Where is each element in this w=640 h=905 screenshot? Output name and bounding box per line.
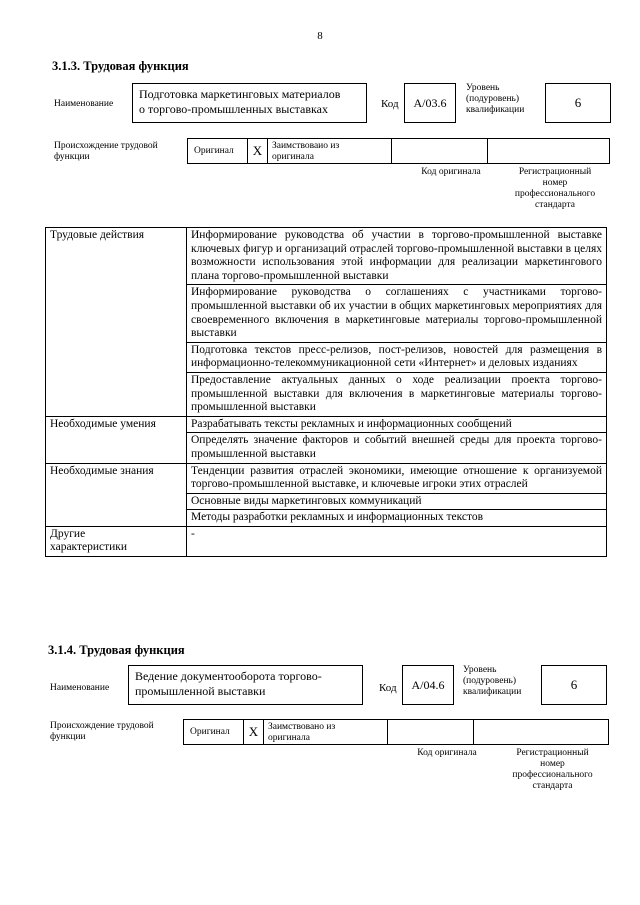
name-value-313-line2: о торгово-промышленных выставках xyxy=(139,102,329,116)
level-label-314-l2: (подуровень) xyxy=(463,676,517,686)
original-label-314: Оригинал xyxy=(184,720,244,744)
name-value-313-line1: Подготовка маркетинговых материалов xyxy=(139,87,341,101)
page-number: 8 xyxy=(317,30,323,42)
other-label xyxy=(46,526,187,556)
orig-code-caption-314: Код оригинала xyxy=(417,748,477,758)
reg-caption-314-l1: Регистрационный xyxy=(516,748,589,758)
borrowed-label-314-l1: Заимствовано из xyxy=(268,722,336,732)
orig-code-cell-314 xyxy=(388,720,474,744)
reg-caption-313-l1: Регистрационный xyxy=(518,167,592,177)
reg-caption-314-l3: профессионального xyxy=(512,770,593,780)
table-row xyxy=(46,463,607,493)
borrowed-label-314-l2: оригинала xyxy=(268,733,310,743)
origin-label-313-l2: функции xyxy=(54,152,90,162)
knowledge-label: Необходимые знания xyxy=(46,463,187,526)
level-label-313-l3: квалификации xyxy=(466,105,525,115)
orig-code-caption-313: Код оригинала xyxy=(421,167,481,177)
reg-caption-313-l3: профессионального xyxy=(514,189,596,199)
code-label-313: Код xyxy=(381,98,399,110)
original-mark-313: X xyxy=(248,139,268,163)
reg-number-caption-314 xyxy=(496,748,609,792)
origin-row-314 xyxy=(183,719,609,745)
section-title-313: 3.1.3. Трудовая функция xyxy=(52,59,189,73)
labor-action-item: Предоставление актуальных данных о ходе реализации проекта торгово-промышленной выставки для включения в маркетинговые материалы торгово-промышленной выставки xyxy=(187,372,607,416)
orig-code-cell-313 xyxy=(392,139,488,163)
name-label-313: Наименование xyxy=(54,99,114,109)
code-value-314: A/04.6 xyxy=(402,665,454,705)
knowledge-item: Основные виды маркетинговых коммуникаций xyxy=(187,493,607,510)
level-value-313: 6 xyxy=(545,83,611,123)
origin-label-313 xyxy=(54,141,158,163)
level-label-313 xyxy=(466,83,524,116)
code-value-313: A/03.6 xyxy=(404,83,456,123)
level-label-314 xyxy=(463,665,521,698)
original-mark-314: X xyxy=(244,720,264,744)
skill-item: Определять значение факторов и событий внешней среды для проекта торгово-промышленной выставки xyxy=(187,433,607,463)
reg-caption-314-l4: стандарта xyxy=(532,781,573,791)
knowledge-item: Методы разработки рекламных и информационных текстов xyxy=(187,510,607,527)
level-label-313-l2: (подуровень) xyxy=(466,94,520,104)
level-label-314-l1: Уровень xyxy=(463,665,497,675)
name-label-314: Наименование xyxy=(50,683,110,693)
skill-item: Разрабатывать тексты рекламных и информационных сообщений xyxy=(187,416,607,433)
code-label-314: Код xyxy=(379,682,397,694)
borrowed-label-313-l1: Заимствоваио из xyxy=(272,141,340,151)
level-value-314: 6 xyxy=(541,665,607,705)
level-label-314-l3: квалификации xyxy=(463,687,522,697)
knowledge-item: Тенденции развития отраслей экономики, имеющие отношение к организуемой торгово-промышленной выставке, и ключевые игроки этих отраслей xyxy=(187,463,607,493)
other-label-l2: характеристики xyxy=(50,541,128,554)
name-value-314-line1: Ведение документооборота торгово- xyxy=(135,669,322,683)
section-title-314: 3.1.4. Трудовая функция xyxy=(48,643,185,657)
borrowed-label-313 xyxy=(268,139,392,163)
labor-action-item: Информирование руководства о соглашениях с участниками торгово-промышленной выставки об их участии в общих маркетинговых мероприятиях для своевременного включения в маркетинговые материалы торгово-промышленной выставки xyxy=(187,285,607,342)
origin-label-313-l1: Происхождение трудовой xyxy=(54,141,158,151)
reg-caption-313-l2: номер xyxy=(542,178,568,188)
labor-actions-label: Трудовые действия xyxy=(46,228,187,417)
borrowed-label-313-l2: оригинала xyxy=(272,152,314,162)
reg-number-cell-313 xyxy=(488,139,609,163)
level-label-313-l1: Уровень xyxy=(466,83,500,93)
skills-label: Необходимые умения xyxy=(46,416,187,463)
reg-number-cell-314 xyxy=(474,720,608,744)
other-label-l1: Другие xyxy=(50,527,86,540)
reg-caption-313-l4: стандарта xyxy=(535,200,575,210)
name-value-313 xyxy=(132,83,367,123)
name-value-314-line2: промышленной выставки xyxy=(135,684,266,698)
borrowed-label-314 xyxy=(264,720,388,744)
original-label-313: Оригинал xyxy=(188,139,248,163)
origin-label-314-l2: функции xyxy=(50,732,86,742)
reg-number-caption-313 xyxy=(500,167,610,211)
table-row xyxy=(46,526,607,556)
reg-caption-314-l2: номер xyxy=(540,759,565,769)
origin-row-313 xyxy=(187,138,610,164)
name-value-314 xyxy=(128,665,363,705)
labor-action-item: Подготовка текстов пресс-релизов, пост-релизов, новостей для размещения в информационно-телекоммуникационной сети «Интернет» и деловых изданиях xyxy=(187,342,607,372)
labor-action-item: Информирование руководства об участии в торгово-промышленной выставке ключевых фигур и организаций отраслей торгово-промышленной выставки в целях возможности использования этой информации для реализации маркетингового плана торгово-промышленной выставки xyxy=(187,228,607,285)
labor-function-table xyxy=(45,227,607,557)
origin-label-314-l1: Происхождение трудовой xyxy=(50,721,154,731)
table-row xyxy=(46,416,607,433)
other-value: - xyxy=(187,526,607,556)
origin-label-314 xyxy=(50,721,154,743)
table-row xyxy=(46,228,607,285)
